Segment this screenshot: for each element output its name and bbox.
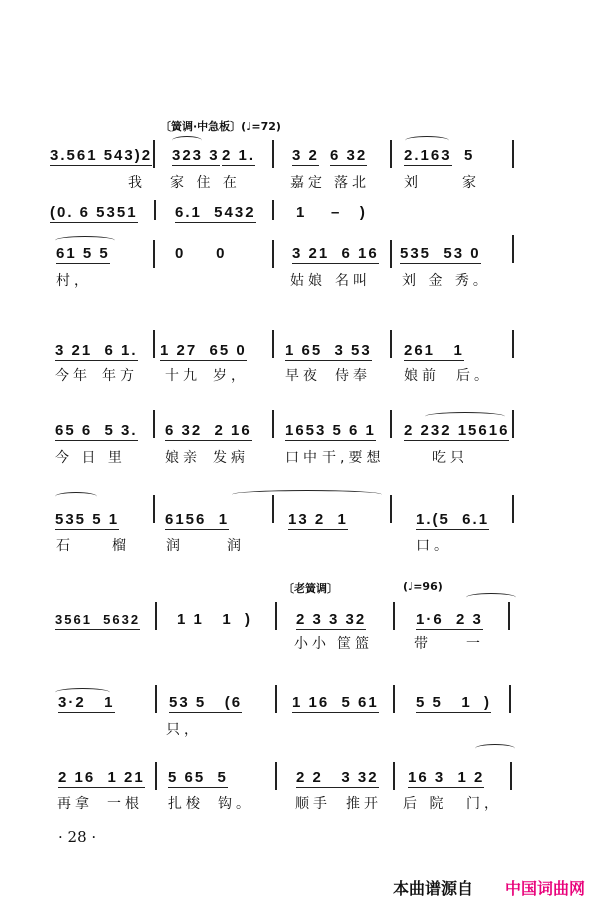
slur	[466, 593, 516, 602]
lyric: 筐篮	[337, 636, 373, 652]
lyric: 只，	[166, 722, 202, 738]
barline	[272, 240, 274, 268]
notes: 6 32 2 16	[165, 422, 252, 439]
lyric: 口中	[285, 450, 321, 466]
barline	[272, 495, 274, 523]
barline	[393, 602, 395, 630]
barline	[154, 200, 156, 220]
slur	[172, 136, 202, 145]
tempo-marking: (♩=96)	[403, 580, 443, 593]
lyric: 后 院	[403, 796, 448, 812]
barline	[512, 140, 514, 168]
notes: 6.1 5432	[175, 204, 256, 221]
barline	[272, 330, 274, 358]
notes: 2 2 3 32	[296, 769, 379, 786]
lyric: 姑娘	[290, 273, 326, 289]
barline	[275, 685, 277, 713]
barline	[275, 602, 277, 630]
notes: 0 0	[175, 245, 227, 262]
barline	[393, 762, 395, 790]
notes: 261 1	[404, 342, 464, 359]
barline	[390, 410, 392, 438]
notes: 1 1 1 )	[177, 611, 253, 628]
notes: 13 2 1	[288, 511, 348, 528]
lyric: 干,要想	[322, 450, 385, 466]
barline	[390, 140, 392, 168]
barline	[512, 495, 514, 523]
lyric: 嘉定	[290, 175, 326, 191]
lyric: 后。	[456, 368, 492, 384]
notes: 2.163	[404, 147, 452, 164]
lyric: 今 日 里	[55, 450, 126, 466]
barline	[155, 762, 157, 790]
notes: 1.(5 6.1	[416, 511, 490, 528]
barline	[512, 235, 514, 263]
barline	[153, 140, 155, 168]
notes: 53 5 (6	[169, 694, 243, 711]
lyric: 娘亲	[165, 450, 201, 466]
lyric: 扎梭	[168, 796, 204, 812]
barline	[512, 410, 514, 438]
barline	[153, 495, 155, 523]
notes: 16 3 1 2	[408, 769, 485, 786]
notes: 5 65 5	[168, 769, 228, 786]
barline	[390, 240, 392, 268]
lyric: 落北	[334, 175, 370, 191]
notes: 535 53 0	[400, 245, 481, 262]
section-header-tempo: 〔簧调·中急板〕(♩=72)	[160, 120, 281, 133]
barline	[153, 330, 155, 358]
notes: 1·6 2 3	[416, 611, 483, 628]
notes: 3 21 6 16	[292, 245, 379, 262]
barline	[390, 330, 392, 358]
notes: 5 5 1 )	[416, 694, 492, 711]
barline	[272, 140, 274, 168]
slur	[232, 490, 382, 499]
notes: 2 16 1 21	[58, 769, 145, 786]
barline	[153, 410, 155, 438]
lyric: 一根	[107, 796, 143, 812]
notes: 323 3	[172, 147, 220, 164]
lyric: 口。	[416, 538, 452, 554]
lyric: 村，	[56, 273, 92, 289]
slur	[425, 412, 505, 421]
barline	[275, 762, 277, 790]
notes: 5	[464, 147, 475, 164]
lyric: 岁，	[213, 368, 249, 384]
notes: 6156 1	[165, 511, 230, 528]
notes: 3.561 543)2	[50, 147, 153, 164]
notes: 1653 5 6 1	[285, 422, 376, 439]
barline	[510, 762, 512, 790]
notes: 2 232 15616	[404, 422, 510, 439]
barline	[153, 240, 155, 268]
barline	[509, 685, 511, 713]
lyric: 年方	[102, 368, 138, 384]
lyric: 小小	[294, 636, 330, 652]
lyric: 名叫	[335, 273, 371, 289]
notes: 6 32	[330, 147, 368, 164]
notes: 2 1.	[222, 147, 256, 164]
page-number: · 28 ·	[58, 828, 97, 846]
barline	[390, 495, 392, 523]
lyric: 早夜	[285, 368, 321, 384]
lyric: 家	[462, 175, 480, 191]
notes: 3 21 6 1.	[55, 342, 138, 359]
lyric: 门，	[466, 796, 502, 812]
notes: 3561 5632	[55, 612, 140, 630]
barline	[508, 602, 510, 630]
slur	[405, 136, 449, 145]
lyric: 十九	[165, 368, 201, 384]
barline	[393, 685, 395, 713]
lyric: 钩。	[218, 796, 254, 812]
lyric: 榴	[112, 538, 130, 554]
notes: 3 2	[292, 147, 319, 164]
lyric: 推开	[346, 796, 382, 812]
barline	[155, 602, 157, 630]
notes: (0. 6 5351	[50, 204, 138, 221]
lyric: 顺手	[295, 796, 331, 812]
notes: 1 27 65 0	[160, 342, 247, 359]
lyric: 家 住 在	[170, 175, 241, 191]
barline	[272, 410, 274, 438]
notes: 535 5 1	[55, 511, 120, 528]
barline	[272, 200, 274, 220]
slur	[475, 744, 515, 753]
notes: 65 6 5 3.	[55, 422, 138, 439]
lyric: 发病	[213, 450, 249, 466]
lyric: 带	[414, 636, 432, 652]
notes: 1 16 5 61	[292, 694, 379, 711]
slur	[55, 492, 97, 501]
barline	[155, 685, 157, 713]
lyric: 娘前	[404, 368, 440, 384]
lyric: 今年	[55, 368, 91, 384]
lyric: 吃只	[432, 450, 468, 466]
lyric: 刘	[404, 175, 422, 191]
lyric: 石	[56, 538, 74, 554]
notes: 3·2 1	[58, 694, 115, 711]
lyric: 我	[128, 175, 146, 191]
slur	[55, 236, 115, 245]
source-label: 本曲谱源自	[393, 879, 474, 898]
lyric: 侍奉	[335, 368, 371, 384]
barline	[512, 330, 514, 358]
section-header: 〔老簧调〕	[283, 582, 338, 595]
lyric: 润	[227, 538, 245, 554]
lyric: 刘 金 秀。	[402, 273, 491, 289]
lyric: 再拿	[57, 796, 93, 812]
notes: 61 5 5	[56, 245, 110, 262]
notes: 1 – )	[296, 204, 367, 221]
notes: 1 65 3 53	[285, 342, 372, 359]
site-link[interactable]: 中国词曲网	[505, 879, 586, 898]
lyric: 一	[466, 636, 484, 652]
notes: 2 3 3 32	[296, 611, 367, 628]
lyric: 润	[166, 538, 184, 554]
